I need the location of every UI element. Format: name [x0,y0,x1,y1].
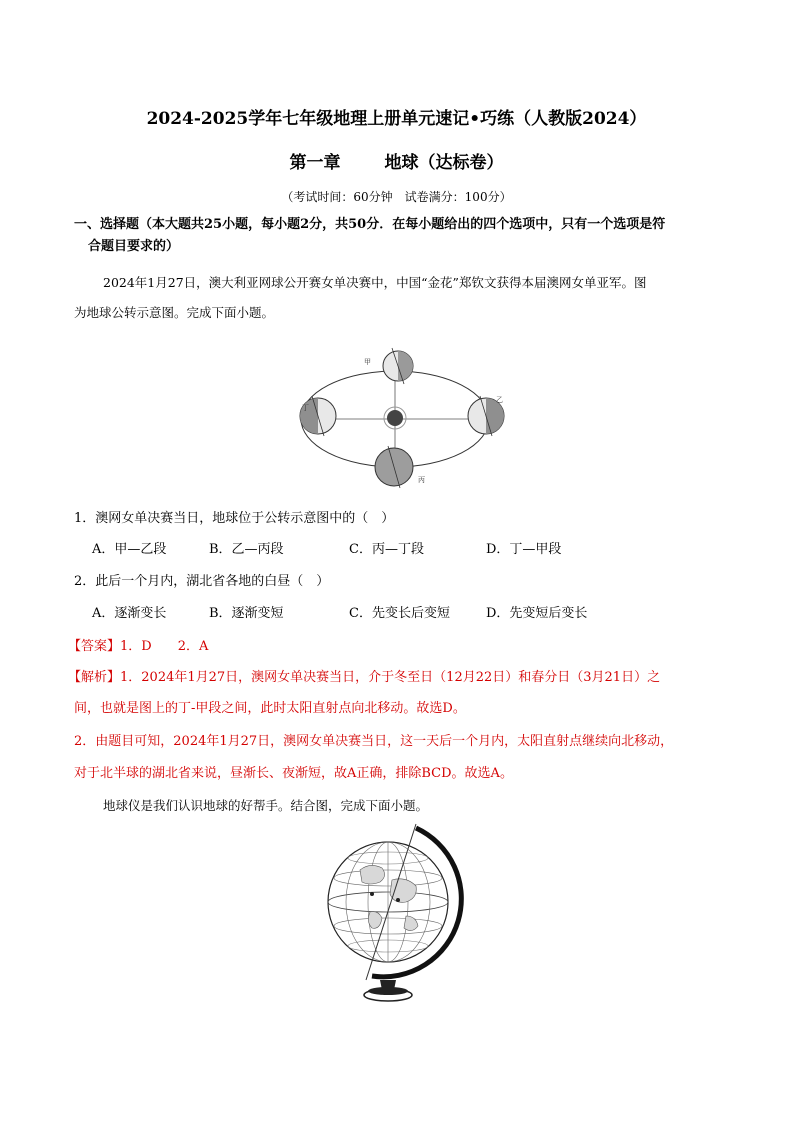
group1-intro-line1: 2024年1月27日，澳大利亚网球公开赛女单决赛中，中国“金花”郑钦文获得本届澳网女单亚军。图 [103,275,647,290]
orbit-label-left: 丁 [302,404,309,412]
group1-intro-line2: 为地球公转示意图。完成下面小题。 [74,305,275,320]
question-2-option-d[interactable]: D．先变短后变长 [486,606,588,621]
chapter-title [0,148,793,173]
orbit-label-right: 乙 [496,396,503,404]
earth-orbit-diagram-icon [298,344,510,492]
page-title: 2024-2025学年七年级地理上册单元速记•巧练（人教版2024） [146,109,647,129]
answer-text: 1．D 2．A [120,639,209,654]
analysis-line4: 对于北半球的湖北省来说，昼渐长、夜渐短，故A正确，排除BCD。故选A。 [74,766,513,781]
chapter-name: 地球（达标卷） [384,153,504,173]
exam-info: （考试时间：60分钟 试卷满分：100分） [281,190,512,204]
analysis-line3: 2．由题目可知，2024年1月27日，澳网女单决赛当日，这一天后一个月内，太阳直射点继续向北移动， [74,734,674,749]
answer-line [68,635,208,654]
analysis-line1 [68,666,660,685]
question-1-option-d[interactable]: D．丁—甲段 [486,542,562,557]
question-1-option-a[interactable]: A．甲—乙段 [92,542,167,557]
question-1-option-c[interactable]: C．丙—丁段 [349,542,424,557]
section-heading [74,214,724,258]
analysis-line2: 间，也就是图上的丁-甲段之间，此时太阳直射点向北移动。故选D。 [74,701,466,716]
group2-intro: 地球仪是我们认识地球的好帮手。结合图，完成下面小题。 [103,798,429,813]
question-2-option-b[interactable]: B．逐渐变短 [209,606,284,621]
section-heading-line1: 一、选择题（本大题共25小题，每小题2分，共50分．在每小题给出的四个选项中，只有一个选项是符 [74,217,666,232]
orbit-label-top: 甲 [364,358,371,366]
question-2-option-c[interactable]: C．先变长后变短 [349,606,450,621]
section-heading-line2: 合题目要求的） [88,239,180,254]
chapter-number: 第一章 [289,153,341,173]
analysis-tag: 【解析】 [68,670,121,685]
answer-tag: 【答案】 [68,639,121,654]
question-1-option-b[interactable]: B．乙—丙段 [209,542,284,557]
question-1-stem: 1．澳网女单决赛当日，地球位于公转示意图中的（ ） [74,511,395,526]
globe-icon [320,820,470,1005]
question-2-option-a[interactable]: A．逐渐变长 [92,606,167,621]
question-2-stem: 2．此后一个月内，湖北省各地的白昼（ ） [74,574,330,589]
orbit-label-bottom: 丙 [418,476,425,484]
analysis-text-1: 1．2024年1月27日，澳网女单决赛当日，介于冬至日（12月22日）和春分日（3月21日）之 [120,670,661,685]
